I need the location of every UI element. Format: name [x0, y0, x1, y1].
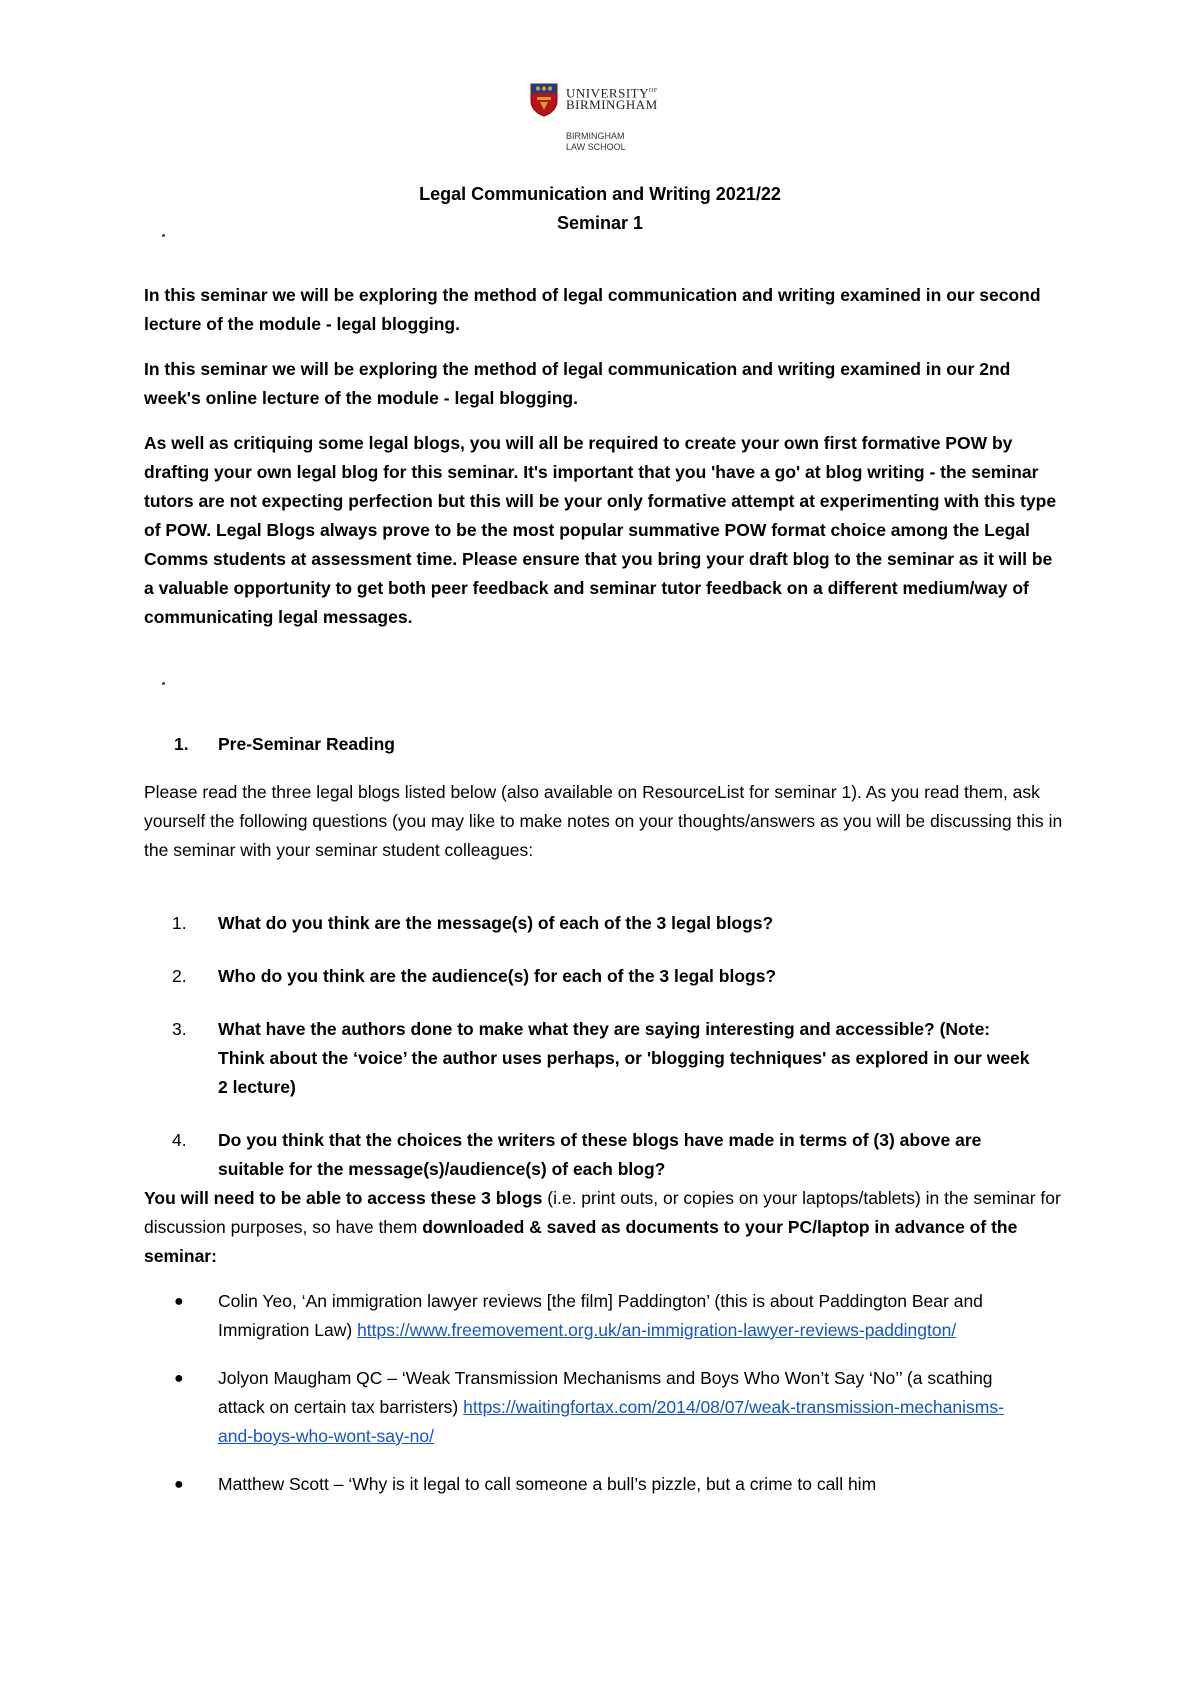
list-item: 2. Who do you think are the audience(s) for each of the 3 legal blogs? — [172, 966, 777, 986]
stray-dot — [162, 234, 165, 237]
intro-paragraph-2: In this seminar we will be exploring the method of legal communication and writing examined in our 2nd week's online lecture of the module - legal blogging. — [144, 359, 1011, 408]
list-item: 3. What have the authors done to make what they are saying interesting and accessible? (Note: Think about the ‘voice’ the author uses perhaps, or 'blogging techniques' as explored in our week 2 lecture) — [172, 1019, 1030, 1097]
blog-link-waitingfortax[interactable]: https://waitingfortax.com/2014/08/07/weak-transmission-mechanisms-and-boys-who-wont-say-no/ — [218, 1397, 1004, 1446]
university-logo — [530, 83, 730, 163]
section-number: 1. — [174, 734, 189, 754]
logo-birmingham: BIRMINGHAM — [566, 97, 658, 112]
reading-instructions: Please read the three legal blogs listed below (also available on ResourceList for seminar 1). As you read them, ask yourself the following questions (you may like to make notes on your thoughts/answers as you will be discussing this in the seminar with your seminar student colleagues: — [144, 782, 1063, 860]
access-note: You will need to be able to access these 3 blogs (i.e. print outs, or copies on your laptops/tablets) in the seminar for discussion purposes, so have them downloaded & saved as documents to your PC/laptop in advance of the seminar: — [144, 1188, 1061, 1266]
list-item: ● Matthew Scott – ‘Why is it legal to call someone a bull’s pizzle, but a crime to call him — [172, 1470, 1032, 1499]
logo-school-line2: LAW SCHOOL — [566, 142, 626, 152]
blog-link-paddington[interactable]: https://www.freemovement.org.uk/an-immigration-lawyer-reviews-paddington/ — [357, 1320, 957, 1340]
section-heading — [174, 732, 395, 756]
document-title: Legal Communication and Writing 2021/22 — [419, 184, 781, 204]
list-item: ● Jolyon Maugham QC – ‘Weak Transmission Mechanisms and Boys Who Won’t Say ‘No’’ (a scathing attack on certain tax barristers) https://waitingfortax.com/2014/08/07/weak-transmission-mechanisms-and-boys-who-wont-say-no/ — [172, 1364, 1032, 1451]
document-subtitle: Seminar 1 — [556, 213, 644, 233]
section-title: Pre-Seminar Reading — [218, 734, 395, 754]
blogs-list — [172, 1287, 1032, 1518]
intro-paragraph-1: In this seminar we will be exploring the method of legal communication and writing examined in our second lecture of the module - legal blogging. — [144, 285, 1041, 334]
crest-icon — [530, 83, 558, 117]
intro-paragraph-3: As well as critiquing some legal blogs, you will all be required to create your own first formative POW by drafting your own legal blog for this seminar. It's important that you 'have a go' at blog writing - the seminar tutors are not expecting perfection but this will be your only formative attempt at experimenting with this type of POW. Legal Blogs always prove to be the most popular summative POW format choice among the Legal Comms students at assessment time. Please ensure that you bring your draft blog to the seminar as it will be a valuable opportunity to get both peer feedback and seminar tutor feedback on a different medium/way of communicating legal messages. — [144, 433, 1057, 627]
logo-university: $UNIVERSITY^{OF}$ — [566, 85, 658, 101]
bullet-icon: ● — [174, 1476, 184, 1493]
stray-dot — [162, 682, 165, 685]
bullet-icon: ● — [174, 1293, 184, 1310]
list-item: ● Colin Yeo, ‘An immigration lawyer reviews [the film] Paddington’ (this is about Paddington Bear and Immigration Law) https://www.freemovement.org.uk/an-immigration-lawyer-reviews-paddington/ — [172, 1287, 1032, 1345]
list-item: 1. What do you think are the message(s) of each of the 3 legal blogs? — [172, 913, 774, 933]
logo-school-line1: BIRMINGHAM — [566, 131, 625, 141]
questions-list — [172, 909, 1032, 1208]
list-item: 4. Do you think that the choices the writers of these blogs have made in terms of (3) above are suitable for the message(s)/audience(s) of each blog? — [172, 1130, 982, 1179]
bullet-icon: ● — [174, 1370, 184, 1387]
